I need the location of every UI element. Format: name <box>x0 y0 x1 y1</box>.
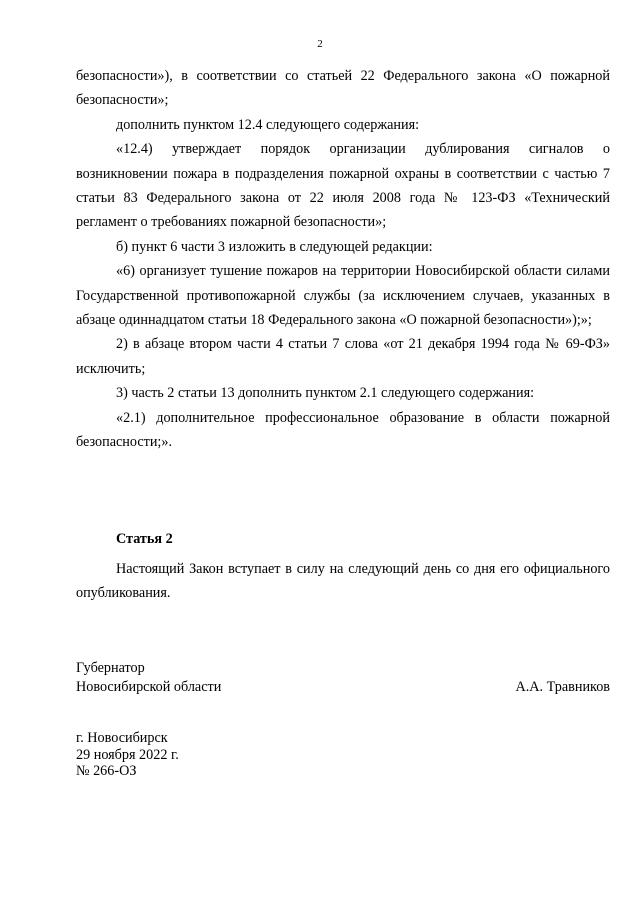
paragraph: безопасности»), в соответствии со статьей 22 Федерального закона «О пожарной безопасности»; <box>76 68 610 109</box>
signatory-name: А.А. Травников <box>515 679 610 695</box>
signatory-position: Губернатор <box>76 660 145 676</box>
amendments-text <box>76 64 610 455</box>
paragraph: 2) в абзаце втором части 4 статьи 7 слова «от 21 декабря 1994 года № 69-ФЗ» исключить; <box>76 336 610 377</box>
article-paragraph: Настоящий Закон вступает в силу на следующий день со дня его официального опубликования. <box>76 561 610 602</box>
law-details <box>76 730 179 780</box>
article-body <box>76 557 610 606</box>
law-number: № 266-ОЗ <box>76 763 137 779</box>
paragraph: дополнить пунктом 12.4 следующего содержания: <box>116 116 420 133</box>
paragraph: 3) часть 2 статьи 13 дополнить пунктом 2.1 следующего содержания: <box>116 385 535 402</box>
law-date: 29 ноября 2022 г. <box>76 746 179 763</box>
paragraph: «2.1) дополнительное профессиональное образование в области пожарной безопасности;». <box>76 409 610 451</box>
page-number: 2 <box>317 38 323 50</box>
law-place: г. Новосибирск <box>76 730 168 746</box>
article-heading: Статья 2 <box>116 531 173 547</box>
signatory-region: Новосибирской области <box>76 679 222 695</box>
paragraph: «6) организует тушение пожаров на территории Новосибирской области силами Государственной противопожарной службы (за исключением случаев, указанных в абзаце одиннадцатом статьи 18 Федерального закона «О пожарной безопасности»);»; <box>76 263 610 329</box>
signature-block <box>76 659 610 697</box>
paragraph: б) пункт 6 части 3 изложить в следующей редакции: <box>116 238 433 255</box>
paragraph: «12.4) утверждает порядок организации дублирования сигналов о возникновении пожара в подразделения пожарной охраны в соответствии с частью 7 статьи 83 Федерального закона от 22 июля 2008 года № 123-ФЗ «Технический регламент о требованиях пожарной безопасности»; <box>76 141 610 231</box>
